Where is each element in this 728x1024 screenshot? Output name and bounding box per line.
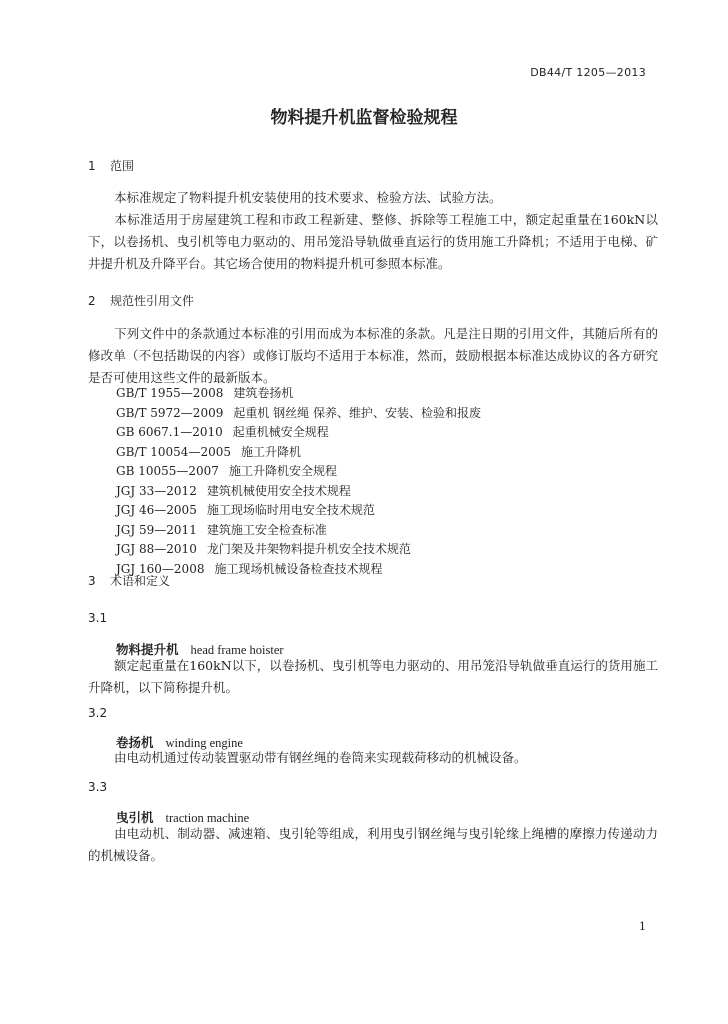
document-title: 物料提升机监督检验规程 xyxy=(270,108,458,128)
reference-name: 建筑机械使用安全技术规程 xyxy=(206,483,351,498)
reference-code: JGJ 88—2010 xyxy=(116,542,197,556)
page-number: 1 xyxy=(639,920,646,933)
reference-code: GB/T 1955—2008 xyxy=(116,386,224,400)
reference-name: 施工现场机械设备检查技术规程 xyxy=(214,561,383,576)
term-en: winding engine xyxy=(165,736,243,750)
term-en: head frame hoister xyxy=(190,643,284,657)
standard-code: DB44/T 1205—2013 xyxy=(530,66,646,79)
reference-item xyxy=(116,482,481,502)
reference-item xyxy=(116,462,481,482)
section-1-paragraph-1: 本标准规定了物料提升机安装使用的技术要求、检验方法、试验方法。 xyxy=(114,190,502,205)
clause-number: 3.2 xyxy=(88,706,108,720)
section-title: 规范性引用文件 xyxy=(110,294,195,308)
section-number: 2 xyxy=(88,294,96,308)
reference-code: GB 6067.1—2010 xyxy=(116,425,223,439)
reference-item xyxy=(116,560,481,580)
reference-code: GB/T 10054—2005 xyxy=(116,444,231,459)
reference-list xyxy=(116,384,481,579)
reference-name: 建筑卷扬机 xyxy=(233,386,294,400)
section-2-heading xyxy=(88,292,194,309)
section-title: 术语和定义 xyxy=(110,574,171,588)
reference-code: JGJ 33—2012 xyxy=(116,483,197,498)
reference-item xyxy=(116,404,481,424)
reference-name: 施工升降机 xyxy=(240,444,301,459)
reference-item xyxy=(116,423,481,443)
term-zh: 曳引机 xyxy=(116,810,154,825)
reference-name: 起重机 钢丝绳 保养、维护、安装、检验和报废 xyxy=(233,405,481,420)
reference-code: GB 10055—2007 xyxy=(116,464,219,478)
reference-code: JGJ 46—2005 xyxy=(116,503,197,517)
term-zh: 卷扬机 xyxy=(116,735,154,750)
section-number: 1 xyxy=(88,159,96,173)
section-1-heading xyxy=(88,157,134,174)
section-2-intro: 下列文件中的条款通过本标准的引用而成为本标准的条款。凡是注日期的引用文件，其随后所有的修改单（不包括勘误的内容）或修订版均不适用于本标准，然而，鼓励根据本标准达成协议的各方研究是否可使用这些文件的最新版本。 xyxy=(88,326,658,385)
clause-number: 3.3 xyxy=(88,780,108,794)
clause-number: 3.1 xyxy=(88,611,108,625)
reference-name: 建筑施工安全检查标准 xyxy=(206,522,327,537)
reference-name: 施工升降机安全规程 xyxy=(228,464,337,478)
section-1-paragraph-2: 本标准适用于房屋建筑工程和市政工程新建、整修、拆除等工程施工中，额定起重量在160kN以下，以卷扬机、曳引机等电力驱动的、用吊笼沿导轨做垂直运行的货用施工升降机；不适用于电梯、矿井提升机及升降平台。其它场合使用的物料提升机可参照本标准。 xyxy=(88,212,658,271)
reference-item xyxy=(116,501,481,521)
reference-item xyxy=(116,540,481,560)
term-definition: 额定起重量在160kN以下，以卷扬机、曳引机等电力驱动的、用吊笼沿导轨做垂直运行的货用施工升降机，以下简称提升机。 xyxy=(88,658,658,695)
term-definition: 由电动机、制动器、减速箱、曳引轮等组成，利用曳引钢丝绳与曳引轮缘上绳槽的摩擦力传递动力的机械设备。 xyxy=(88,826,658,863)
reference-item xyxy=(116,384,481,404)
reference-item xyxy=(116,521,481,541)
reference-code: JGJ 160—2008 xyxy=(116,561,205,576)
section-3-heading xyxy=(88,572,170,589)
term-definition: 由电动机通过传动装置驱动带有钢丝绳的卷筒来实现载荷移动的机械设备。 xyxy=(114,750,527,765)
term-zh: 物料提升机 xyxy=(116,642,179,657)
reference-code: JGJ 59—2011 xyxy=(116,522,197,537)
term-en: traction machine xyxy=(165,811,250,825)
section-number: 3 xyxy=(88,574,96,588)
section-title: 范围 xyxy=(110,159,135,173)
reference-name: 施工现场临时用电安全技术规范 xyxy=(206,503,375,517)
reference-name: 龙门架及井架物料提升机安全技术规范 xyxy=(206,542,411,556)
reference-item xyxy=(116,443,481,463)
reference-code: GB/T 5972—2009 xyxy=(116,405,224,420)
reference-name: 起重机械安全规程 xyxy=(232,425,329,439)
